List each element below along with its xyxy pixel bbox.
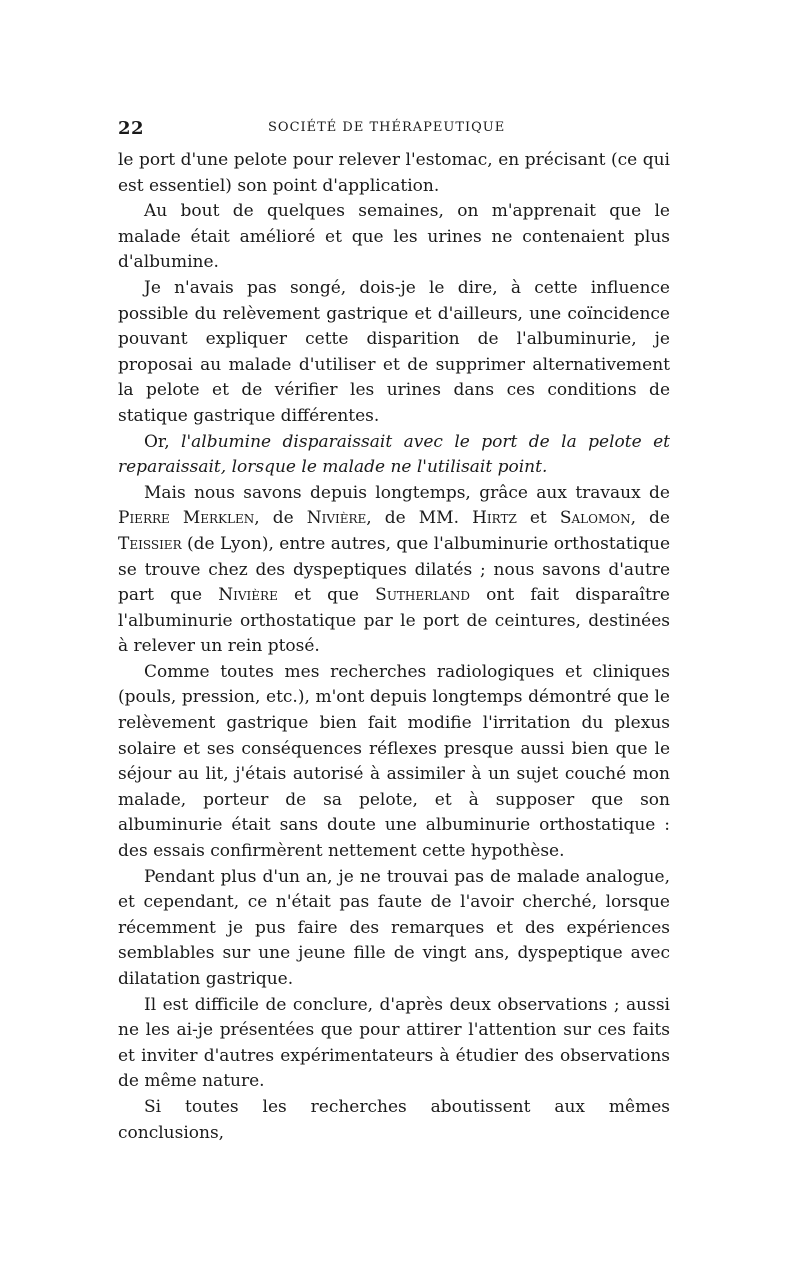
paragraph <box>118 481 670 660</box>
author-name: Sutherland <box>375 585 470 606</box>
paragraph: Pendant plus d'un an, je ne trouvai pas de malade analogue, et cependant, ce n'était pas faute de l'avoir cherché, lorsque récemment je pus faire des remarques et des expériences semblables sur une jeune fille de vingt ans, dyspeptique avec dilatation gastrique. <box>118 866 670 989</box>
text-run: (de Lyon), entre autres, que l'albuminurie orthostatique se trouve chez des dyspeptiques dilatés ; nous savons d'autre part que <box>118 533 670 606</box>
text-run: , de <box>254 508 307 529</box>
paragraph: Au bout de quelques semaines, on m'apprenait que le malade était amélioré et que les urines ne contenaient plus d'albumine. <box>118 201 670 273</box>
paragraph: le port d'une pelote pour relever l'estomac, en précisant (ce qui est essentiel) son point d'application. <box>118 150 670 196</box>
book-page <box>118 118 670 1146</box>
running-title: SOCIÉTÉ DE THÉRAPEUTIQUE <box>268 120 506 135</box>
text-run: et que <box>277 585 376 606</box>
author-name: Hirtz <box>472 508 517 529</box>
paragraph: Si toutes les recherches aboutissent aux mêmes conclusions, <box>118 1096 670 1143</box>
author-name: Teissier <box>118 533 182 554</box>
text-run: et <box>516 508 560 529</box>
paragraph: Il est difficile de conclure, d'après deux observations ; aussi ne les ai-je présentées que pour attirer l'attention sur ces faits et inviter d'autres expérimentateurs à étudier des observations de même nature. <box>118 994 670 1092</box>
paragraph: Je n'avais pas songé, dois-je le dire, à cette influence possible du relèvement gastrique et d'ailleurs, une coïncidence pouvant expliquer cette disparition de l'albuminurie, je proposai au malade d'utiliser et de supprimer alternativement la pelote et de vérifier les urines dans ces conditions de statique gastrique différentes. <box>118 277 670 426</box>
paragraph <box>118 430 670 481</box>
author-name: Salomon <box>559 508 631 529</box>
text-run: , de <box>630 508 670 529</box>
body-text <box>118 148 670 1146</box>
text-run: ont fait disparaître l'albuminurie orthostatique par le port de ceintures, destinées à relever un rein ptosé. <box>118 585 670 657</box>
italic-text: l'albumine disparaissait avec le port de la pelote et reparaissait, lorsque le malade ne l'utilisait point. <box>118 431 670 478</box>
running-header <box>118 118 670 148</box>
page-number: 22 <box>118 118 145 139</box>
text-run: Mais nous savons depuis longtemps, grâce aux travaux de <box>144 482 670 503</box>
text-run: , de MM. <box>366 508 473 529</box>
author-name: Pierre Merklen <box>118 508 255 529</box>
paragraph: Comme toutes mes recherches radiologiques et cliniques (pouls, pression, etc.), m'ont depuis longtemps démontré que le relèvement gastrique bien fait modifie l'irritation du plexus solaire et ses conséquences réflexes presque aussi bien que le séjour au lit, j'étais autorisé à assimiler à un sujet couché mon malade, porteur de sa pelote, et à supposer que son albuminurie était sans doute une albuminurie orthostatique : des essais confirmèrent nettement cette hypothèse. <box>118 661 670 862</box>
author-name: Nivière <box>218 585 278 606</box>
text-run: Or, <box>144 431 182 452</box>
author-name: Nivière <box>306 508 367 529</box>
